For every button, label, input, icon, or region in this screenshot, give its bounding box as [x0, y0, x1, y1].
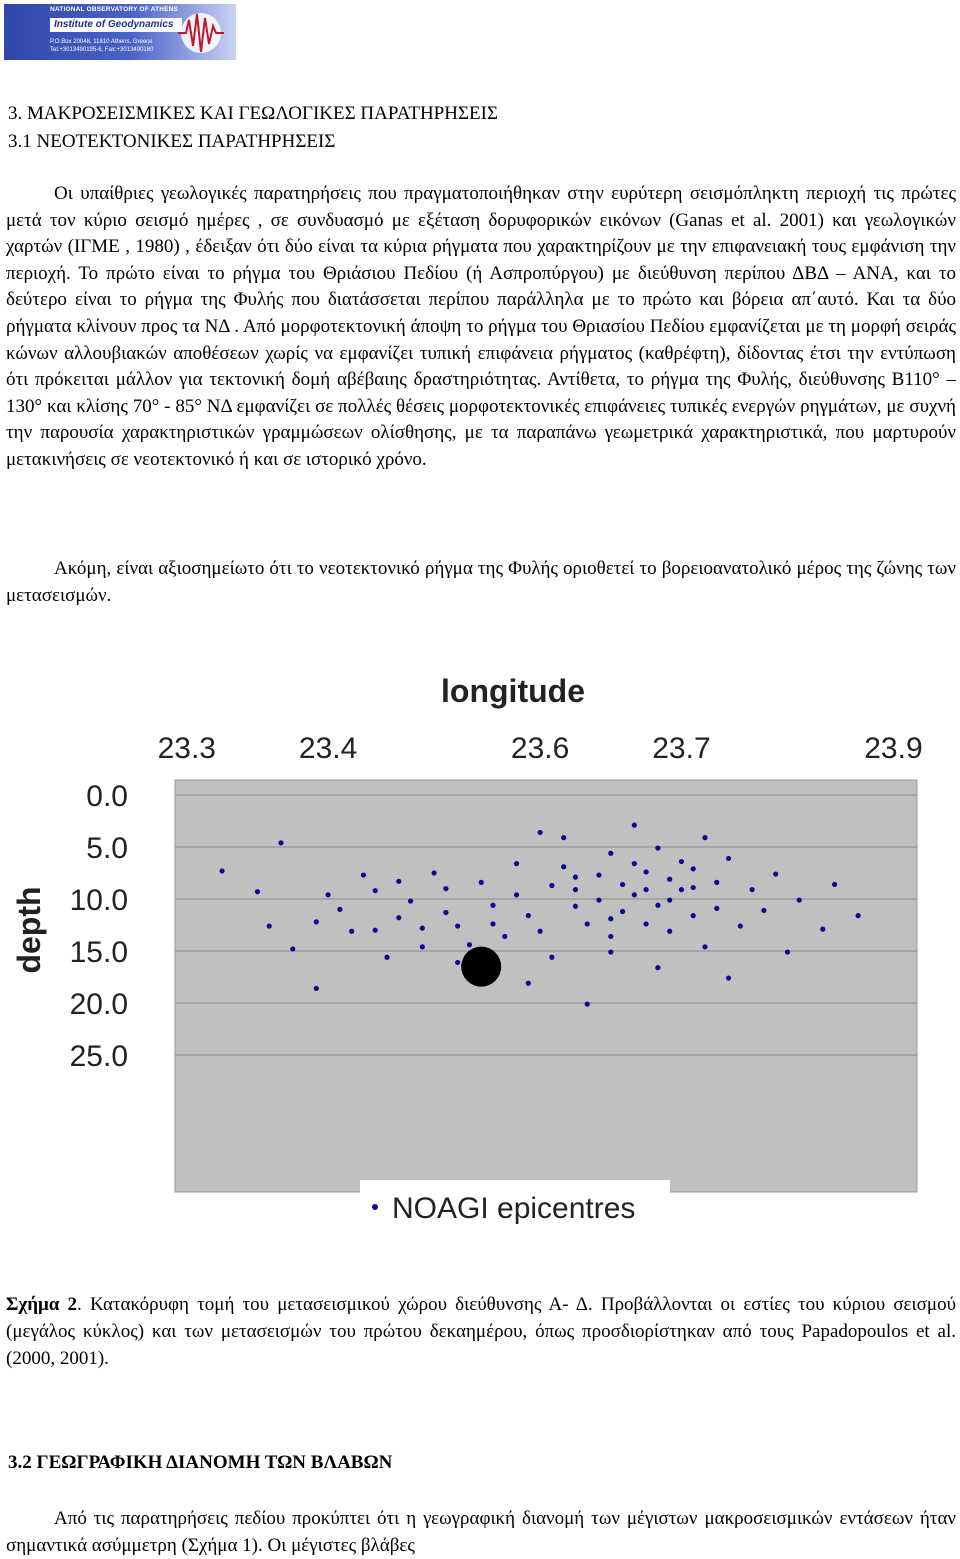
paragraph-text: Ακόμη, είναι αξιοσημείωτο ότι το νεοτεκτονικό ρήγμα της Φυλής οριοθετεί το βορειοανατολικό μέρος της ζώνης των μετασεισμών. [6, 558, 956, 606]
y-tick-label: 10.0 [69, 884, 128, 917]
data-point [608, 934, 613, 939]
data-point [585, 921, 590, 926]
data-point [467, 942, 472, 947]
paragraph-text: Οι υπαίθριες γεωλογικές παρατηρήσεις που πραγματοποιήθηκαν στην ευρύτερη σεισμόπληκτη περιοχή τις πρώτες μετά τον κύριο σεισμό ημέρες , σε συνδυασμό με εξέταση δορυφορικών εικόνων (Ganas et al. 2001) και γεωλογικών χαρτών (ΙΓΜΕ , 1980) , έδειξαν ότι δύο είναι τα κύρια ρήγματα που χαρακτηρίζουν με την επιφανειακή τους εμφάνιση την περιοχή. Το πρώτο είναι το ρήγμα του Θριάσιου Πεδίου (ή Ασπροπύργου) με διεύθυνση περίπου ΔΒΔ – ΑΝΑ, και το δεύτερο είναι το ρήγμα της Φυλής που διατάσσεται περίπου παράλληλα με το πρώτο και βόρεια απ΄αυτό. Και τα δύο ρήγματα κλίνουν προς τα ΝΔ . Από μορφοτεκτονική άποψη το ρήγμα του Θριασίου Πεδίου εμφανίζεται με τη μορφή σειράς κώνων αλλουβιακών αποθέσεων χωρίς να εμφανίζει τυπική επιφάνεια ρήγματος (καθρέφτη), δίδοντας έτσι την εντύπωση ότι πρόκειται μάλλον για τεκτονική δομή αβέβαιης δραστηριότητας. Αντίθετα, το ρήγμα της Φυλής, διεύθυνσης Β110° – 130° και κλίσης 70° - 85° ΝΔ εμφανίζει σε πολλές θέσεις μορφοτεκτονικές επιφάνειες τυπικές ενεργών ρηγμάτων, με συχνή την παρουσία χαρακτηριστικών γραμμώσεων ολίσθησης, με τα παραπάνω γεωμετρικά χαρακτηριστικά, που μαρτυρούν μετακινήσεις σε νεοτεκτονικό ή και σε ιστορικό χρόνο. [6, 183, 956, 470]
data-point [761, 908, 766, 913]
data-point [396, 915, 401, 920]
data-point [479, 880, 484, 885]
data-point [514, 861, 519, 866]
data-point [655, 965, 660, 970]
y-tick-label: 25.0 [69, 1040, 128, 1073]
logo-address-line: Tel:+3013490195-6, Fax:+3013490180 [50, 47, 154, 53]
logo-institute-name: Institute of Geodynamics [50, 18, 182, 32]
data-point [526, 913, 531, 918]
x-tick-label: 23.9 [864, 732, 923, 765]
data-point [608, 916, 613, 921]
data-point [443, 910, 448, 915]
logo-address-line: P.O.Box 20048, 11810 Athens, Greece [50, 39, 153, 45]
data-point [655, 903, 660, 908]
data-point [420, 926, 425, 931]
y-axis-label: depth [11, 886, 47, 974]
data-point [573, 875, 578, 880]
data-point [667, 877, 672, 882]
data-point [702, 944, 707, 949]
x-tick-labels [158, 732, 923, 765]
section-3-2-title: 3.2 ΓΕΩΓΡΑΦΙΚΗ ΔΙΑΝΟΜΗ ΤΩΝ ΒΛΑΒΩΝ [8, 1452, 393, 1473]
logo-address [50, 38, 153, 54]
data-point [443, 886, 448, 891]
section-3-1-title: 3.1 ΝΕΟΤΕΚΤΟΝΙΚΕΣ ΠΑΡΑΤΗΡΗΣΕΙΣ [8, 131, 336, 152]
data-point [561, 835, 566, 840]
paragraph-neotectonic [6, 181, 956, 474]
paragraph-damage [6, 1505, 956, 1559]
data-point [549, 955, 554, 960]
caption-text: . Κατακόρυφη τομή του μετασεισμικού χώρου διεύθυνσης Α- Δ. Προβάλλονται οι εστίες του κύριου σεισμού (μεγάλος κύκλος) και των μετασεισμών του πρώτου δεκαημέρου, όπως προσδιορίστηκαν από τους Papadopoulos et al. (2000, 2001). [6, 1294, 956, 1369]
data-point [714, 880, 719, 885]
x-tick-label: 23.4 [298, 732, 358, 765]
data-point [373, 928, 378, 933]
mainshock-marker [461, 947, 501, 987]
data-point [632, 823, 637, 828]
data-point [455, 960, 460, 965]
data-point [290, 946, 295, 951]
y-tick-label: 5.0 [86, 832, 128, 865]
caption-label: Σχήμα 2 [6, 1294, 78, 1315]
x-tick-label: 23.6 [510, 732, 570, 765]
data-point [408, 898, 413, 903]
data-point [420, 944, 425, 949]
logo-org-name: NATIONAL OBSERVATORY OF ATHENS [50, 6, 179, 13]
data-point [573, 887, 578, 892]
data-point [738, 923, 743, 928]
data-point [632, 892, 637, 897]
data-point [361, 872, 366, 877]
data-point [773, 871, 778, 876]
section-3-title: 3. ΜΑΚΡΟΣΕΙΣΜΙΚΕΣ ΚΑΙ ΓΕΩΛΟΓΙΚΕΣ ΠΑΡΑΤΗΡΗΣΕΙΣ [8, 103, 499, 124]
data-point [585, 1001, 590, 1006]
data-point [432, 870, 437, 875]
data-point [667, 897, 672, 902]
seismograph-emblem-icon [172, 8, 230, 58]
data-point [832, 882, 837, 887]
plot-area [175, 780, 917, 1192]
data-point [726, 856, 731, 861]
data-point [384, 955, 389, 960]
y-tick-label: 0.0 [86, 780, 128, 813]
data-point [750, 887, 755, 892]
x-tick-label: 23.7 [652, 732, 711, 765]
data-point [608, 851, 613, 856]
institute-logo [4, 4, 236, 60]
data-point [220, 868, 225, 873]
data-point [314, 919, 319, 924]
data-point [797, 897, 802, 902]
paragraph-fyli-fault [6, 556, 956, 609]
data-point [785, 949, 790, 954]
y-tick-labels [70, 780, 128, 1073]
data-point [856, 913, 861, 918]
figure-caption [6, 1291, 956, 1372]
paragraph-text: Από τις παρατηρήσεις πεδίου προκύπτει ότι η γεωγραφική διανομή των μέγιστων μακροσεισμικών εντάσεων ήταν σημαντικά ασύμμετρη (Σχήμα 1). Οι μέγιστες βλάβες [6, 1508, 956, 1556]
data-point [314, 986, 319, 991]
data-point [455, 923, 460, 928]
data-point [596, 897, 601, 902]
data-point [549, 883, 554, 888]
data-point [561, 864, 566, 869]
data-point [691, 866, 696, 871]
data-point [278, 840, 283, 845]
data-point [667, 929, 672, 934]
data-point [337, 907, 342, 912]
data-point [632, 861, 637, 866]
data-point [714, 906, 719, 911]
x-tick-label: 23.3 [157, 732, 216, 765]
data-point [490, 921, 495, 926]
data-point [655, 845, 660, 850]
y-tick-label: 15.0 [69, 936, 128, 969]
data-point [596, 872, 601, 877]
data-point [573, 904, 578, 909]
data-point [255, 889, 260, 894]
data-point [644, 869, 649, 874]
data-point [691, 913, 696, 918]
y-tick-label: 20.0 [69, 988, 128, 1021]
data-point [526, 981, 531, 986]
legend-label: NOAGI epicentres [392, 1192, 636, 1225]
chart-title: longitude [441, 673, 585, 709]
data-point [538, 830, 543, 835]
data-point [644, 887, 649, 892]
depth-section-chart [0, 655, 960, 1255]
data-point [514, 892, 519, 897]
data-point [691, 885, 696, 890]
data-point [644, 921, 649, 926]
data-point [620, 882, 625, 887]
data-point [820, 927, 825, 932]
data-point [679, 859, 684, 864]
legend [360, 1180, 670, 1238]
data-point [267, 923, 272, 928]
data-point [326, 892, 331, 897]
legend-marker [372, 1204, 378, 1210]
data-point [608, 949, 613, 954]
data-point [490, 903, 495, 908]
data-point [726, 975, 731, 980]
data-point [538, 929, 543, 934]
data-point [396, 879, 401, 884]
data-point [620, 909, 625, 914]
data-point [679, 887, 684, 892]
data-point [349, 929, 354, 934]
data-point [702, 835, 707, 840]
data-point [373, 888, 378, 893]
data-point [502, 934, 507, 939]
